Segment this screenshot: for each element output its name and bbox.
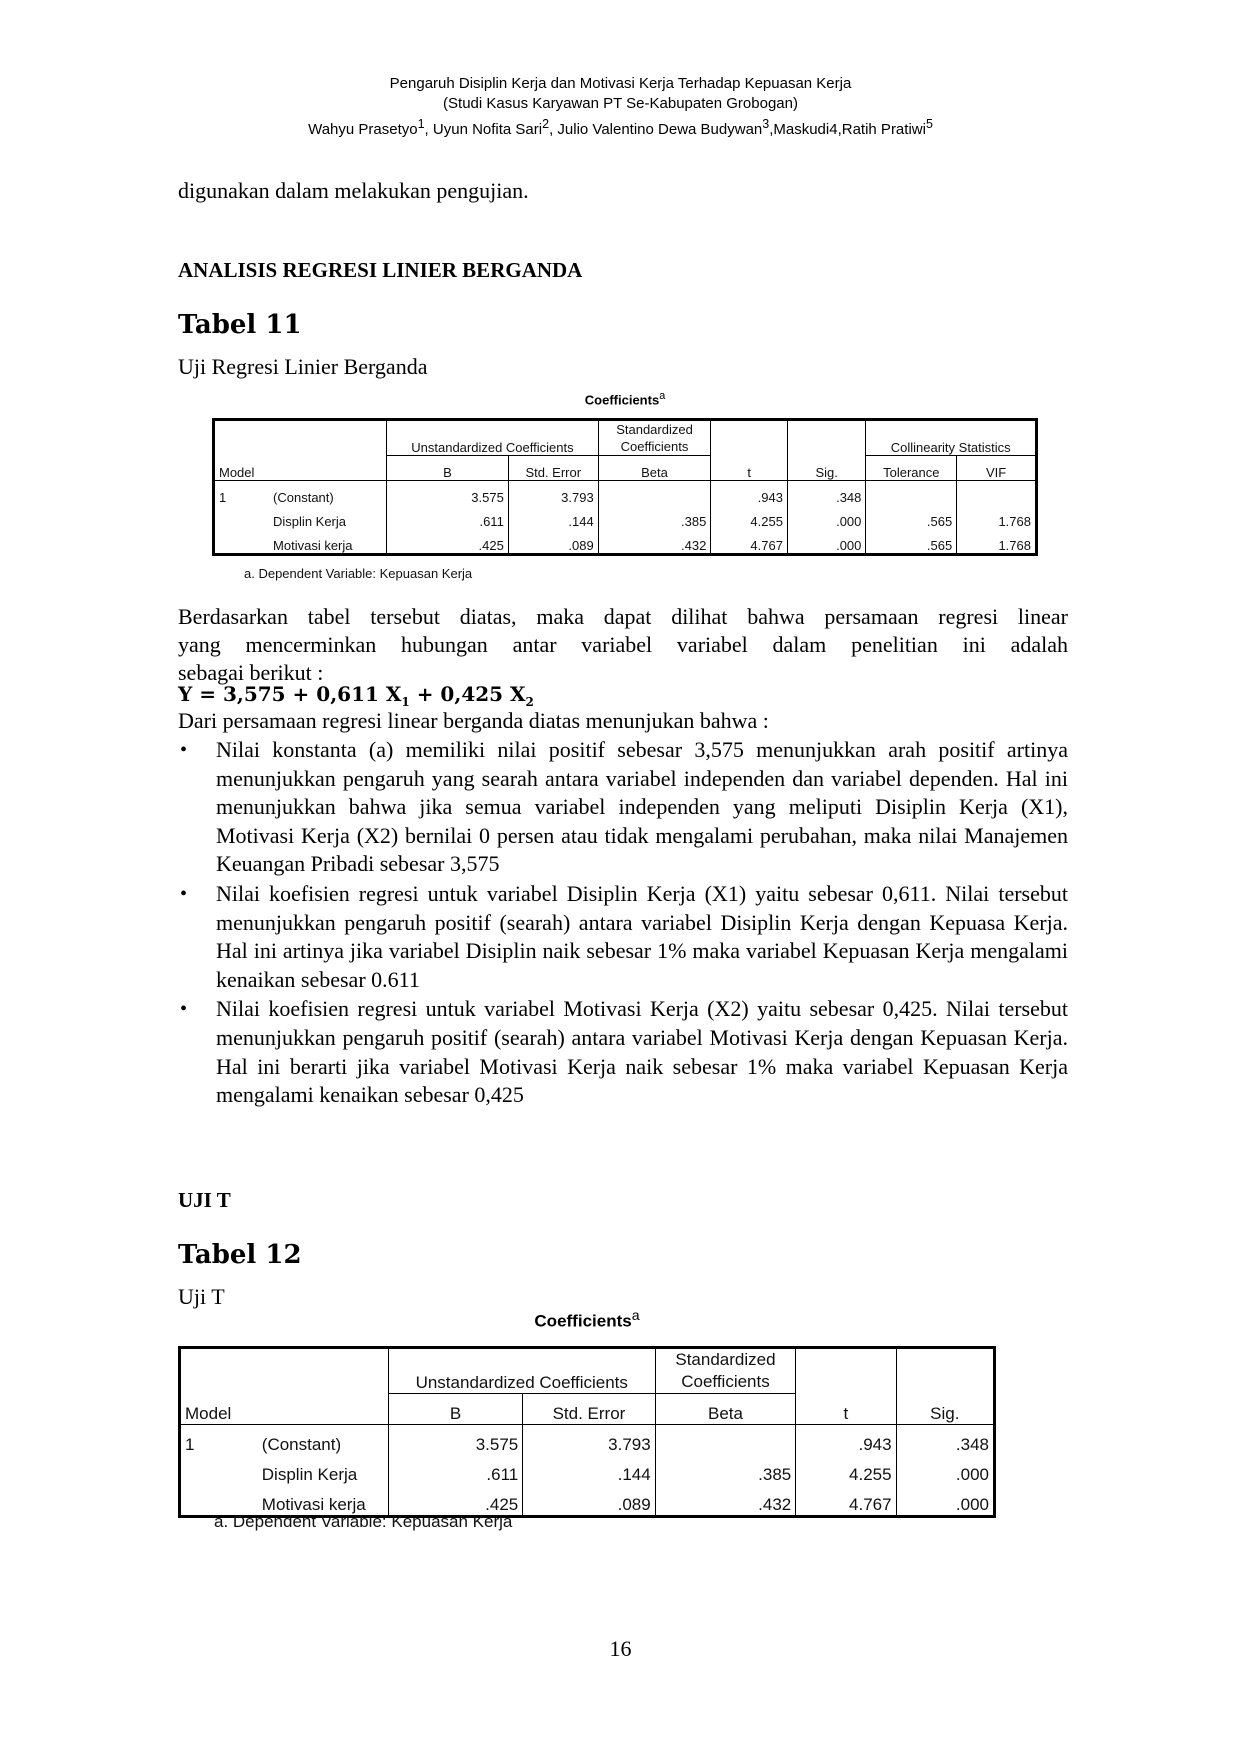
section-heading-regression: ANALISIS REGRESI LINIER BERGANDA <box>178 258 583 282</box>
cell-b: .611 <box>387 505 509 529</box>
col-header-beta: Beta <box>655 1394 796 1425</box>
table-title-12: Tabel 12 <box>178 1240 302 1270</box>
cell-variable: Motivasi kerja <box>261 1495 366 1514</box>
col-header-b: B <box>388 1394 522 1425</box>
cell-t: .943 <box>711 481 788 506</box>
list-item-text: Nilai koefisien regresi untuk variabel Motivasi Kerja (X2) yaitu sebesar 0,425. Nilai tersebut menunjukkan pengaruh positif (searah) antara variabel Motivasi Kerja dengan Kepuasan Kerja. Hal ini berarti jika variabel Motivasi Kerja naik sebesar 1% maka variabel Kepuasan Kerja mengalami kenaikan sebesar 0,425 <box>216 996 1068 1108</box>
cell-sig: .000 <box>896 1455 994 1485</box>
cell-variable: Displin Kerja <box>261 1465 358 1484</box>
list-item <box>178 995 1068 1109</box>
section-heading-t-test: UJI T <box>178 1188 231 1212</box>
group-header-unstandardized: Unstandardized Coefficients <box>388 1348 655 1394</box>
table-row <box>214 481 1037 506</box>
cell-model: 1 <box>180 1425 258 1456</box>
table-row <box>214 505 1037 529</box>
list-item-text: Nilai koefisien regresi untuk variabel Disiplin Kerja (X1) yaitu sebesar 0,611. Nilai tersebut menunjukkan pengaruh positif (searah) antara variabel Disiplin Kerja dengan Kepuasa Kerja. Hal ini artinya jika variabel Disiplin naik sebesar 1% maka variabel Kepuasan Kerja mengalami kenaikan sebesar 0.611 <box>216 880 1068 992</box>
author-separator: , <box>837 121 842 138</box>
cell-sig: .000 <box>896 1485 994 1517</box>
equation-part: Y = 3,575 + 0,611 X <box>178 682 402 706</box>
cell-t: 4.255 <box>796 1455 896 1485</box>
interpretation-list <box>178 736 1068 1111</box>
author-separator: , <box>769 121 774 138</box>
col-header-tolerance: Tolerance <box>866 456 957 481</box>
spss-table-title <box>212 390 1038 407</box>
bullet-icon: • <box>180 882 188 905</box>
author-separator: , <box>549 121 558 138</box>
cell-t: 4.255 <box>711 505 788 529</box>
list-item <box>178 880 1068 994</box>
cell-std-error: .144 <box>523 1455 655 1485</box>
paragraph-line: yang mencerminkan hubungan antar variabel variabel dalam penelitian ini adalah <box>178 632 1068 657</box>
cell-model <box>180 1455 258 1485</box>
spss-title-text: Coefficients <box>584 392 660 408</box>
cell-vif: 1.768 <box>957 505 1037 529</box>
header-authors <box>0 114 1241 140</box>
cell-sig: .348 <box>896 1425 994 1456</box>
cell-b: 3.575 <box>388 1425 522 1456</box>
cell-beta: .385 <box>598 505 711 529</box>
cell-variable: Motivasi kerja <box>273 538 353 553</box>
cell-beta <box>655 1425 796 1456</box>
spss-title-text: Coefficients <box>534 1311 632 1331</box>
group-header-standardized: Standardized Coefficients <box>598 420 711 456</box>
col-header-model: Model <box>185 1404 232 1423</box>
col-header-t: t <box>796 1348 896 1425</box>
list-item-text: Nilai konstanta (a) memiliki nilai positif sebesar 3,575 menunjukkan arah positif artinya menunjukkan pengaruh yang searah antara variabel independen dan variabel dependen. Hal ini menunjukkan bahwa jika semua variabel independen yang meliputi Disiplin Kerja (X1), Motivasi Kerja (X2) bernilai 0 persen atau tidak mengalami perubahan, maka nilai Manajemen Keuangan Pribadi sebesar 3,575 <box>216 737 1068 877</box>
cell-variable: (Constant) <box>269 481 387 506</box>
cell-tolerance <box>866 481 957 506</box>
paragraph-regression-intro <box>178 603 1068 687</box>
col-header-sig: Sig. <box>896 1348 994 1425</box>
group-header-collinearity: Collinearity Statistics <box>866 420 1037 456</box>
cell-t: .943 <box>796 1425 896 1456</box>
paragraph-line: sebagai berikut : <box>178 660 324 685</box>
coefficients-table-12 <box>178 1346 996 1518</box>
spss-table-title <box>178 1308 996 1332</box>
cell-beta <box>598 481 711 506</box>
group-header-standardized: Standardized Coefficients <box>655 1348 796 1394</box>
equation-subscript: 1 <box>401 695 410 709</box>
header-title: Pengaruh Disiplin Kerja dan Motivasi Kerja Terhadap Kepuasan Kerja <box>389 75 852 92</box>
author-separator: , <box>424 121 433 138</box>
author-name: Maskudi4 <box>773 121 838 138</box>
col-header-vif: VIF <box>957 456 1037 481</box>
cell-std-error: 3.793 <box>508 481 598 506</box>
cell-tolerance: .565 <box>866 529 957 555</box>
running-header <box>0 74 1241 140</box>
cell-vif <box>957 481 1037 506</box>
cell-std-error: .144 <box>508 505 598 529</box>
col-header-beta: Beta <box>598 456 711 481</box>
intro-line: digunakan dalam melakukan pengujian. <box>178 178 529 203</box>
table-row <box>214 529 1037 555</box>
paragraph-line: Berdasarkan tabel tersebut diatas, maka dapat dilihat bahwa persamaan regresi linear <box>178 604 1068 629</box>
header-subtitle: (Studi Kasus Karyawan PT Se-Kabupaten Grobogan) <box>443 95 798 112</box>
author-affiliation: 3 <box>762 117 770 131</box>
equation-subscript: 2 <box>525 695 534 709</box>
table-footnote: a. Dependent Variable: Kepuasan Kerja <box>244 566 473 581</box>
equation-part: + 0,425 X <box>409 682 526 706</box>
author-affiliation: 1 <box>417 117 425 131</box>
cell-b: 3.575 <box>387 481 509 506</box>
cell-model: 1 <box>214 481 270 506</box>
col-header-sig: Sig. <box>787 420 865 481</box>
cell-variable: Displin Kerja <box>273 514 347 529</box>
table-row <box>180 1425 995 1456</box>
cell-std-error: 3.793 <box>523 1425 655 1456</box>
cell-b: .611 <box>388 1455 522 1485</box>
col-header-std-error: Std. Error <box>508 456 598 481</box>
list-item <box>178 736 1068 879</box>
cell-t: 4.767 <box>711 529 788 555</box>
author-name: Uyun Nofita Sari <box>432 121 543 138</box>
col-header-t: t <box>711 420 788 481</box>
author-name: Ratih Pratiwi <box>841 121 926 138</box>
author-affiliation: 2 <box>542 117 550 131</box>
col-header-std-error: Std. Error <box>523 1394 655 1425</box>
cell-std-error: .089 <box>523 1485 655 1517</box>
table-caption-11: Uji Regresi Linier Berganda <box>178 354 428 379</box>
cell-beta: .432 <box>598 529 711 555</box>
cell-tolerance: .565 <box>866 505 957 529</box>
table-row <box>180 1455 995 1485</box>
cell-b: .425 <box>387 529 509 555</box>
bullet-icon: • <box>180 739 188 761</box>
cell-b: .425 <box>388 1485 522 1517</box>
cell-sig: .000 <box>787 505 865 529</box>
cell-sig: .348 <box>787 481 865 506</box>
col-header-model: Model <box>219 465 255 480</box>
author-name: Wahyu Prasetyo <box>308 121 418 138</box>
cell-beta: .385 <box>655 1455 796 1485</box>
cell-model <box>214 505 270 529</box>
table-title-11: Tabel 11 <box>178 310 302 340</box>
cell-variable: (Constant) <box>258 1425 388 1456</box>
cell-sig: .000 <box>787 529 865 555</box>
cell-std-error: .089 <box>508 529 598 555</box>
cell-vif: 1.768 <box>957 529 1037 555</box>
author-affiliation: 5 <box>925 117 933 131</box>
table-footnote: a. Dependent Variable: Kepuasan Kerja <box>214 1512 513 1531</box>
table-header-row <box>214 420 1037 456</box>
paragraph-conclusion-intro: Dari persamaan regresi linear berganda diatas menunjukan bahwa : <box>178 708 769 733</box>
page-number: 16 <box>609 1636 632 1661</box>
table-header-row <box>180 1348 995 1394</box>
group-header-unstandardized: Unstandardized Coefficients <box>387 420 599 456</box>
cell-beta: .432 <box>655 1485 796 1517</box>
bullet-icon: • <box>180 998 188 1021</box>
spss-title-footnote-mark: a <box>631 1308 640 1324</box>
author-name: Julio Valentino Dewa Budywan <box>557 121 763 138</box>
regression-equation <box>178 682 534 709</box>
spss-title-footnote-mark: a <box>659 390 666 402</box>
col-header-b: B <box>387 456 509 481</box>
cell-model <box>214 529 270 555</box>
coefficients-table-11 <box>212 418 1038 556</box>
table-caption-12: Uji T <box>178 1284 225 1309</box>
cell-t: 4.767 <box>796 1485 896 1517</box>
